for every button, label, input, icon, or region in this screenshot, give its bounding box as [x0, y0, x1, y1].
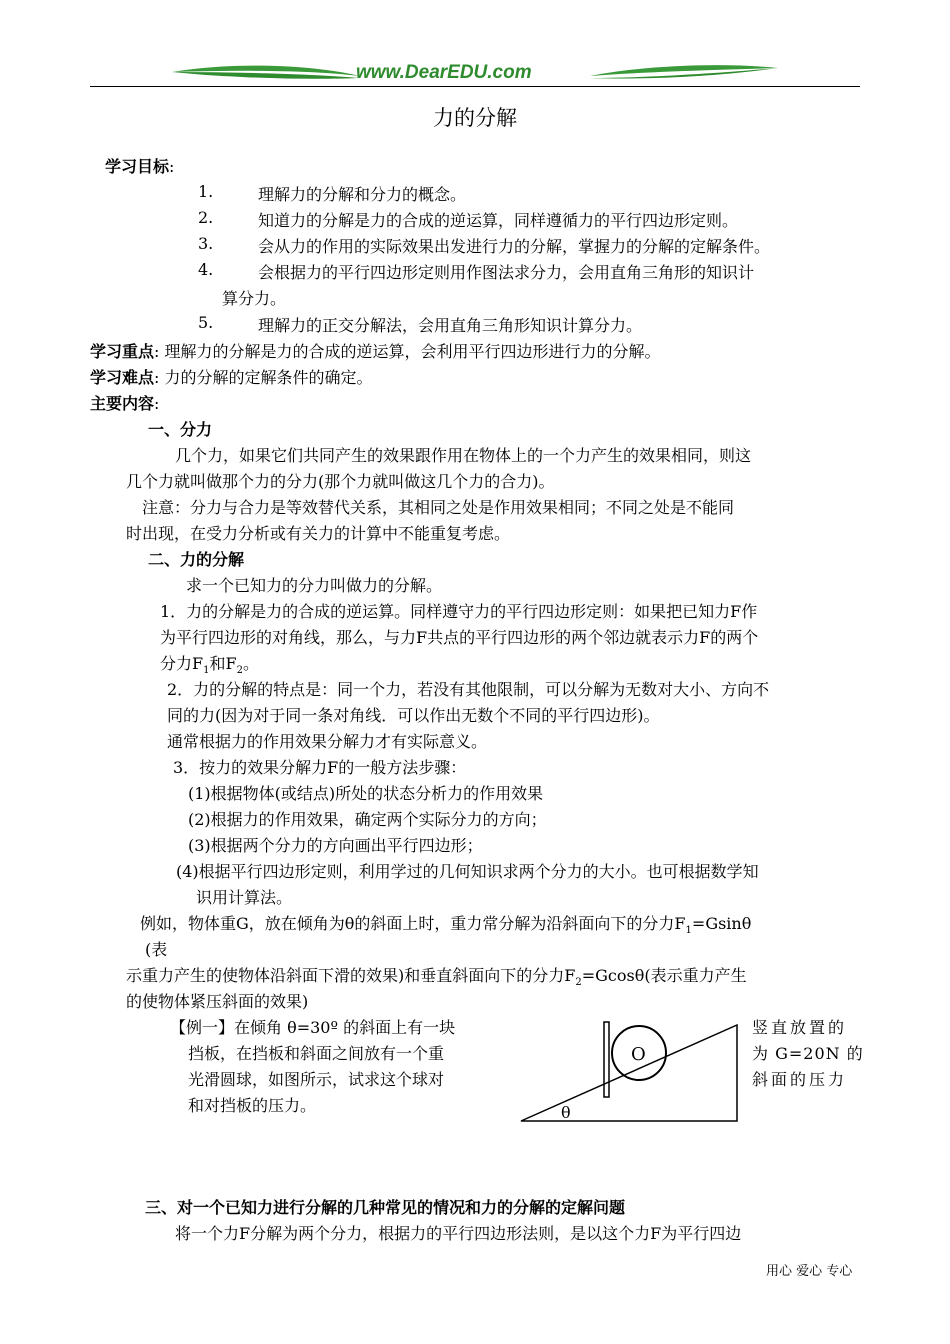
section2-intro: 求一个已知力的分力叫做力的分解。 — [186, 576, 443, 595]
section2-step-4: (4)根据平行四边形定则，利用学过的几何知识求两个分力的大小。也可根据数学知 — [176, 862, 759, 881]
example1-left-line2: 挡板，在挡板和斜面之间放有一个重 — [188, 1044, 445, 1063]
section3-heading: 三、对一个已知力进行分解的几种常见的情况和力的分解的定解问题 — [145, 1198, 626, 1217]
goal-item-1-text: 理解力的分解和分力的概念。 — [258, 185, 467, 204]
goals-colon: : — [169, 157, 175, 176]
goal-item-4-cont: 算分力。 — [222, 289, 287, 308]
section1-heading: 一、分力 — [148, 420, 213, 439]
goal-item-4-text: 会根据力的平行四边形定则用作图法求分力，会用直角三角形的知识计 — [258, 263, 755, 282]
example1-left-line4: 和对挡板的压力。 — [188, 1096, 317, 1115]
incline-figure — [515, 1020, 745, 1125]
ex-l1-sub: 1 — [685, 925, 692, 937]
key-point-label: 学习重点 — [90, 342, 155, 361]
section2-point1-line2: 为平行四边形的对角线，那么，与力F共点的平行四边形的两个邻边就表示力F的两个 — [160, 628, 759, 647]
ex-l1-a: 例如，物体重G，放在倾角为θ的斜面上时，重力常分解为沿斜面向下的分力F — [140, 914, 686, 933]
example-line2 — [126, 963, 747, 988]
example1-right-line1: 竖直放置的 — [752, 1018, 848, 1037]
board — [604, 1022, 609, 1097]
section3-line1: 将一个力F分解为两个分力，根据力的平行四边形法则，是以这个力F为平行四边 — [175, 1224, 742, 1243]
ex-l2-a: 示重力产生的使物体沿斜面下滑的效果)和垂直斜面向下的分力F — [126, 966, 576, 985]
example1-right-line2: 为 G=20N 的 — [752, 1044, 864, 1063]
key-point-text: : 理解力的分解是力的合成的逆运算，会利用平行四边形进行力的分解。 — [154, 342, 661, 361]
section1-p2-line2: 时出现，在受力分析或有关力的计算中不能重复考虑。 — [126, 524, 511, 543]
incline-triangle — [521, 1025, 737, 1121]
section2-point3: 3．按力的效果分解力F的一般方法步骤： — [173, 758, 467, 777]
section2-step-4-cont: 识用计算法。 — [196, 888, 293, 907]
section2-step-2: (2)根据力的作用效果，确定两个实际分力的方向； — [188, 810, 547, 829]
section1-p2-line1: 注意：分力与合力是等效替代关系，其相同之处是作用效果相同；不同之处是不能同 — [142, 498, 735, 517]
goal-item-5-text: 理解力的正交分解法，会用直角三角形知识计算分力。 — [258, 316, 643, 335]
main-colon: : — [154, 394, 160, 413]
ex-l1-b: =Gsinθ — [691, 914, 752, 933]
goal-item-5-num: 5. — [198, 313, 214, 332]
difficulty-text: : 力的分解的定解条件的确定。 — [154, 368, 373, 387]
key-point — [90, 339, 661, 362]
header-logo — [170, 58, 780, 88]
section2-note: 通常根据力的作用效果分解力才有实际意义。 — [167, 732, 488, 751]
ball-label: O — [631, 1044, 646, 1065]
difficulty — [90, 365, 373, 388]
main-content-heading — [90, 391, 159, 414]
example1-left-line1: 【例一】在倾角 θ=30º 的斜面上有一块 — [170, 1018, 456, 1037]
section1-p1-line2: 几个力就叫做那个力的分力(那个力就叫做这几个力的合力)。 — [126, 472, 555, 491]
goal-item-2-num: 2. — [198, 208, 214, 227]
ex-l2-b: =Gcosθ(表示重力产生 — [581, 966, 747, 985]
example-line3: 的使物体紧压斜面的效果) — [126, 992, 309, 1011]
section2-point1-line1: 1．力的分解是力的合成的逆运算。同样遵守力的平行四边形定则：如果把已知力F作 — [160, 602, 758, 621]
page-title: 力的分解 — [433, 106, 517, 130]
main-label: 主要内容 — [90, 394, 155, 413]
example-line1 — [140, 911, 751, 936]
logo-text: www.DearEDU.com — [356, 62, 532, 83]
header-rule — [90, 86, 860, 87]
example1-right-line3: 斜面的压力 — [752, 1070, 848, 1089]
section1-p1-line1: 几个力，如果它们共同产生的效果跟作用在物体上的一个力产生的效果相同，则这 — [175, 446, 752, 465]
example1-left-line3: 光滑圆球，如图所示，试求这个球对 — [188, 1070, 445, 1089]
goals-label: 学习目标 — [105, 157, 170, 176]
goals-heading — [105, 154, 174, 177]
pt1-text-c: 。 — [242, 654, 259, 673]
section2-heading: 二、力的分解 — [148, 550, 245, 569]
pt1-sub2: 2 — [236, 665, 243, 677]
section2-point2-line1: 2．力的分解的特点是：同一个力，若没有其他限制，可以分解为无数对大小、方向不 — [167, 680, 770, 699]
section2-point2-line2: 同的力(因为对于同一条对角线．可以作出无数个不同的平行四边形)。 — [167, 706, 660, 725]
goal-item-3-num: 3. — [198, 234, 214, 253]
example-line1-tail: (表 — [145, 940, 168, 959]
pt1-sub1: 1 — [203, 665, 210, 677]
goal-item-4-num: 4. — [198, 260, 214, 279]
section2-step-1: (1)根据物体(或结点)所处的状态分析力的作用效果 — [188, 784, 544, 803]
section2-point1-line3 — [160, 651, 259, 676]
angle-label: θ — [561, 1103, 571, 1122]
footer-text: 用心 爱心 专心 — [766, 1264, 853, 1279]
section2-step-3: (3)根据两个分力的方向画出平行四边形； — [188, 836, 483, 855]
goal-item-3-text: 会从力的作用的实际效果出发进行力的分解，掌握力的分解的定解条件。 — [258, 237, 771, 256]
difficulty-label: 学习难点 — [90, 368, 155, 387]
goal-item-1-num: 1. — [198, 182, 214, 201]
pt1-text-a: 分力F — [160, 654, 204, 673]
goal-item-2-text: 知道力的分解是力的合成的逆运算，同样遵循力的平行四边形定则。 — [258, 211, 739, 230]
pt1-text-b: 和F — [209, 654, 237, 673]
ex-l2-sub: 2 — [575, 977, 582, 989]
